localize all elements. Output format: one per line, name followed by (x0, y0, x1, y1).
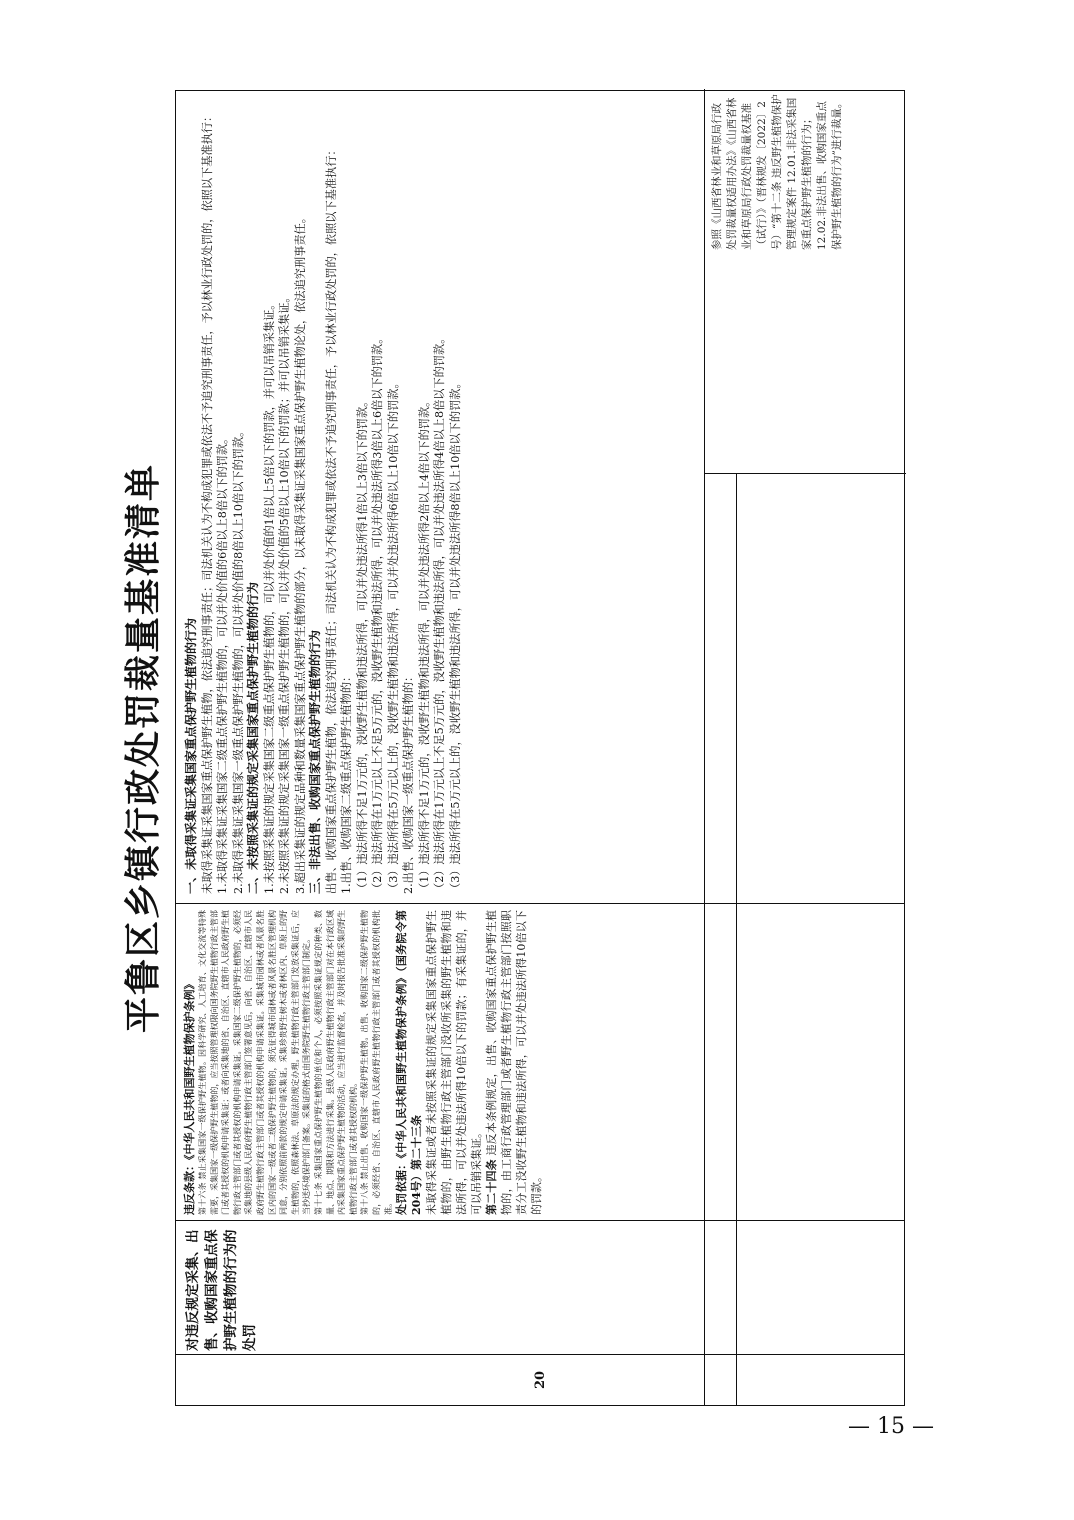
standard-section-2-item-1: 1.未按照采集证的规定采集国家二级重点保护野生植物的，可以并处价值的1倍以上5倍以下的罚款，并可以吊销采集证。 (262, 298, 276, 894)
penalty-table (175, 90, 905, 1406)
violation-clause-16: 第十六条 禁止采集国家一级保护野生植物。因科学研究、人工培育、文化交流等特殊需要，采集国家一级保护野生植物的，应当按照管理权限向国务院野生植物行政主管部门或者其授权的机构申请采集证；或者向采集地的省、自治区、直辖市人民政府野生植物行政主管部门或者其授权的机构申请采集证。采集国家二级保护野生植物的，必须经采集地的县级人民政府野生植物行政主管部门签署意见后，向省、自治区、直辖市人民政府野生植物行政主管部门或者其授权的机构申请采集证。采集城市园林或者风景名胜区内的国家一级或者二级保护野生植物的，须先征得城市园林或者风景名胜区管理机构同意，分别依照前两款的规定申请采集证。采集珍贵野生树木或者林区内、草原上的野生植物的，依照森林法、草原法的规定办理。野生植物行政主管部门发放采集证后，应当抄送环境保护部门备案。采集证的格式由国务院野生植物行政主管部门制定。 (198, 910, 312, 1215)
row-number: 20 (532, 1370, 548, 1390)
standard-section-2-item-2: 2.未按照采集证的规定采集国家一级重点保护野生植物的，可以并处价值的5倍以上10倍以下的罚款；并可以吊销采集证。 (278, 291, 291, 894)
standard-section-3-item-1: 1.出售、收购国家二级重点保护野生植物的： (340, 670, 353, 894)
remark-cell (704, 89, 904, 904)
legal-basis-cell (176, 904, 904, 1221)
row-divider (736, 904, 737, 1405)
remark-text: 参照《山西省林业和草原局行政处罚裁量权适用办法》《山西省林业和草原局行政处罚裁量权基准（试行）》（晋林规发〔2022〕2号）“第十二条 违反野生植物保护管理规定案件 12.01.非法采集国家重点保护野生植物的行为；12.02.非法出售、收购国家重点保护野生植物的行为”进行裁量。 (711, 94, 843, 250)
standard-section-2-heading: 二、未按照采集证的规定采集国家重点保护野生植物的行为 (246, 581, 260, 894)
standard-section-1-item-2: 2.未取得采集证采集国家一级重点保护野生植物的，可以并处价值的8倍以上10倍以下的罚款。 (231, 425, 245, 894)
violation-clause-17: 第十七条 采集国家重点保护野生植物的单位和个人，必须按照采集证规定的种类、数量、地点、期限和方法进行采集。县级人民政府野生植物行政主管部门对在本行政区域内采集国家重点保护野生植物的活动，应当进行监督检查，并及时报告批准采集的野生植物行政主管部门或者其授权的机构。 (313, 910, 358, 1215)
standard-section-1-item-1: 1.未取得采集证采集国家二级重点保护野生植物的，可以并处价值的6倍以上8倍以下的罚款。 (216, 432, 229, 894)
penalty-basis-heading: 处罚依据：《中华人民共和国野生植物保护条例》（国务院令第204号）第二十三条 (395, 910, 424, 1215)
standard-section-3-item-2-3: （3）违法所得在5万元以上的，没收野生植物和违法所得，可以并处违法所得8倍以上10倍以下的罚款。 (448, 377, 462, 894)
standard-section-3-item-2-1: （1）违法所得不足1万元的，没收野生植物和违法所得，可以并处违法所得2倍以上4倍以下的罚款。 (417, 395, 431, 894)
row-divider (704, 904, 705, 1405)
column-divider (704, 473, 906, 474)
discretion-standard-content (176, 89, 704, 904)
rotated-page (122, 90, 905, 1406)
standard-section-3-item-1-2: （2）违法所得在1万元以上不足5万元的，没收野生植物和违法所得，可以并处违法所得3倍以上6倍以下的罚款。 (371, 332, 384, 894)
penalty-clause-24: 违反本条例规定，出售、收购国家重点保护野生植物的，由工商行政管理部门或者野生植物行政主管部门按照职责分工没收野生植物和违法所得，可以并处违法所得10倍以下的罚款。 (485, 909, 544, 1215)
penalty-clause-24-label: 第二十四条 (485, 1159, 499, 1215)
violation-clause-heading: 违反条款：《中华人民共和国野生植物保护条例》 (183, 978, 196, 1215)
standard-section-3-item-1-3: （3）违法所得在5万元以上的，没收野生植物和违法所得，可以并处违法所得6倍以上10倍以下的罚款。 (386, 377, 400, 894)
discretion-standard-cell (176, 89, 904, 904)
standard-section-3-intro: 出售、收购国家重点保护野生植物，依法追究刑事责任；司法机关认为不构成犯罪或依法不予追究刑事责任，予以林业行政处罚的，依照以下基准执行： (324, 144, 338, 894)
standard-section-3-item-2-2: （2）违法所得在1万元以上不足5万元的，没收野生植物和违法所得，可以并处违法所得4倍以上8倍以下的罚款。 (433, 332, 446, 894)
page-number: — 15 — (848, 1414, 934, 1439)
standard-section-2-item-3: 3.超出采集证的规定品种和数量采集国家重点保护野生植物的部分，以未取得采集证采集国家重点保护野生植物论处，依法追究刑事责任。 (293, 212, 307, 894)
item-name: 对违反规定采集、出售、收购国家重点保护野生植物的行为的处罚 (185, 1229, 258, 1351)
violation-clause-18: 第十八条 禁止出售、收购国家一级保护野生植物。出售、收购国家二级保护野生植物的，必须经省、自治区、直辖市人民政府野生植物行政主管部门或者其授权的机构批准。 (360, 910, 393, 1215)
standard-section-3-item-1-1: （1）违法所得不足1万元的，没收野生植物和违法所得，可以并处违法所得1倍以上3倍以下的罚款。 (355, 395, 369, 894)
standard-section-1-heading: 一、未取得采集证采集国家重点保护野生植物的行为 (184, 617, 198, 894)
penalty-clause-23: 未取得采集证或者未按照采集证的规定采集国家重点保护野生植物的，由野生植物行政主管部门没收所采集的野生植物和违法所得，可以并处违法所得10倍以下的罚款；有采集证的，并可以吊销采集证。 (425, 910, 484, 1215)
page-title: 平鲁区乡镇行政处罚裁量基准清单 (122, 463, 164, 1034)
standard-section-1-intro: 未取得采集证采集国家重点保护野生植物，依法追究刑事责任；司法机关认为不构成犯罪或依法不予追究刑事责任，予以林业行政处罚的，依照以下基准执行： (200, 110, 214, 894)
standard-section-3-heading: 三、非法出售、收购国家重点保护野生植物的行为 (308, 629, 322, 894)
standard-section-3-item-2: 2.出售、收购国家一级重点保护野生植物的： (402, 670, 415, 894)
item-name-cell (176, 1221, 904, 1355)
row-number-cell (176, 1355, 904, 1405)
row-divider (736, 474, 737, 904)
